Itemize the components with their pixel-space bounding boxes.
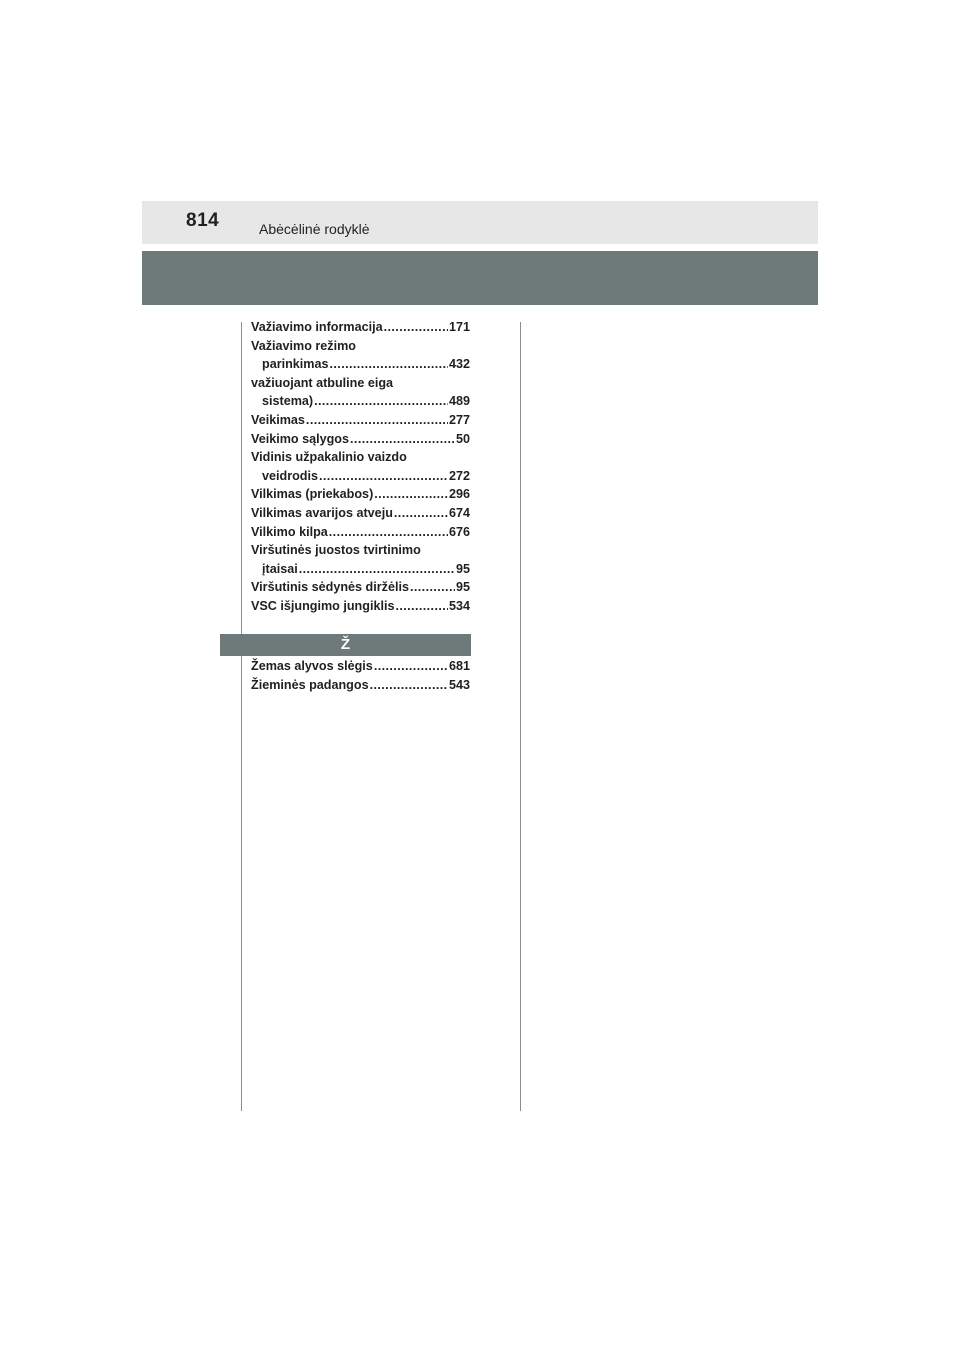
index-entry-line xyxy=(251,485,470,504)
index-term: Žemas alyvos slėgis xyxy=(251,659,373,673)
page-reference: 95 xyxy=(455,580,470,595)
index-term: įtaisai xyxy=(262,561,298,576)
index-entry-line xyxy=(251,541,470,560)
index-entry xyxy=(251,676,470,695)
dot-leader xyxy=(374,657,448,676)
index-term: VSC išjungimo jungiklis xyxy=(251,598,395,613)
dot-leader xyxy=(370,676,448,695)
page-header xyxy=(142,201,818,244)
index-term: sistema) xyxy=(262,394,314,409)
index-term: parinkimas xyxy=(262,357,329,372)
index-entry xyxy=(251,541,470,578)
index-term: Viršutinės juostos tvirtinimo xyxy=(251,543,421,558)
index-entry-line xyxy=(251,355,470,374)
page-reference: 676 xyxy=(448,524,470,539)
index-entry-line xyxy=(251,523,470,542)
index-entry xyxy=(251,523,470,542)
index-entry xyxy=(251,657,470,676)
index-term: Viršutinis sėdynės diržėlis xyxy=(251,580,409,595)
index-entry-line xyxy=(251,411,470,430)
page-title: Abėcėlinė rodyklė xyxy=(259,221,370,237)
index-entry xyxy=(251,337,470,374)
dot-leader xyxy=(314,392,448,411)
index-term: veidrodis xyxy=(262,468,318,483)
page-reference: 296 xyxy=(448,487,470,502)
index-entry-line xyxy=(251,337,470,356)
index-entry-line xyxy=(251,318,470,337)
dot-leader xyxy=(299,560,455,579)
index-term: Vilkimas avarijos atveju xyxy=(251,505,393,520)
page-number: 814 xyxy=(186,210,220,231)
index-entry xyxy=(251,411,470,430)
page-reference: 681 xyxy=(448,659,470,673)
index-entry-line xyxy=(251,657,470,676)
index-entry-line xyxy=(251,597,470,616)
index-list-v xyxy=(251,318,470,616)
page-reference: 432 xyxy=(448,357,470,372)
index-entry-line xyxy=(251,467,470,486)
index-entry-line xyxy=(251,392,470,411)
index-term: Veikimas xyxy=(251,412,305,427)
index-entry-line xyxy=(251,560,470,579)
index-list-z xyxy=(251,657,470,694)
dot-leader xyxy=(329,523,448,542)
index-entry xyxy=(251,430,470,449)
page-reference: 272 xyxy=(448,468,470,483)
letter-heading: Ž xyxy=(220,634,471,656)
index-entry-line xyxy=(251,448,470,467)
page-reference: 50 xyxy=(455,431,470,446)
index-entry-line xyxy=(251,578,470,597)
dot-leader xyxy=(374,485,448,504)
page-reference: 95 xyxy=(455,561,470,576)
index-term: Vidinis užpakalinio vaizdo xyxy=(251,450,407,465)
index-entry xyxy=(251,504,470,523)
index-entry xyxy=(251,318,470,337)
index-term: Važiavimo režimo xyxy=(251,338,356,353)
index-entry xyxy=(251,374,470,411)
index-term: Važiavimo informacija xyxy=(251,320,383,334)
index-entry-line xyxy=(251,430,470,449)
dot-leader xyxy=(306,411,448,430)
index-entry-line xyxy=(251,504,470,523)
page-reference: 534 xyxy=(448,598,470,613)
page-reference: 277 xyxy=(448,412,470,427)
dot-leader xyxy=(350,430,455,449)
index-term: Žieminės padangos xyxy=(251,677,369,692)
page-reference: 171 xyxy=(448,320,470,334)
dot-leader xyxy=(330,355,448,374)
index-entry xyxy=(251,485,470,504)
column-divider-middle xyxy=(520,322,521,1111)
dot-leader xyxy=(395,597,448,616)
index-term: važiuojant atbuline eiga xyxy=(251,375,394,390)
dot-leader xyxy=(394,504,448,523)
index-entry-line xyxy=(251,676,470,695)
page-reference: 489 xyxy=(448,394,470,409)
page-reference: 674 xyxy=(448,505,470,520)
index-entry xyxy=(251,597,470,616)
index-term: Vilkimo kilpa xyxy=(251,524,328,539)
index-entry xyxy=(251,578,470,597)
index-term: Veikimo sąlygos xyxy=(251,431,350,446)
section-band xyxy=(142,251,818,305)
dot-leader xyxy=(384,318,448,337)
page-reference: 543 xyxy=(448,677,470,692)
index-entry-line xyxy=(251,374,470,393)
dot-leader xyxy=(410,578,455,597)
dot-leader xyxy=(319,467,448,486)
index-entry xyxy=(251,448,470,485)
column-divider-left xyxy=(241,322,242,1111)
index-term: Vilkimas (priekabos) xyxy=(251,487,374,502)
